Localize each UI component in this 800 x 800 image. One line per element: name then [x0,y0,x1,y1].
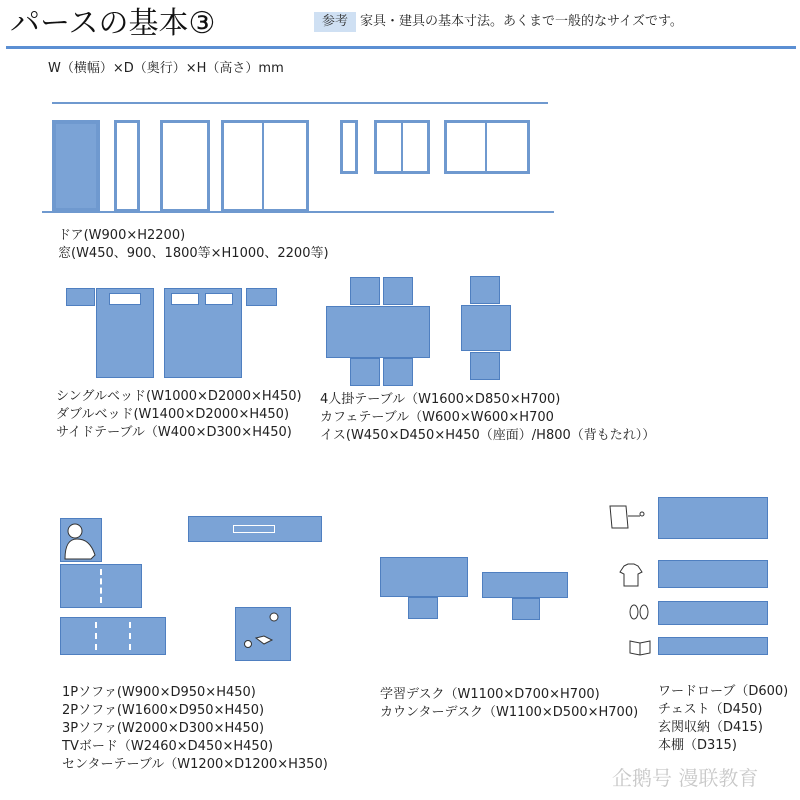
sofas-caption-4: TVボード（W2460×D450×H450) [62,739,274,754]
chest [658,560,768,588]
shoes-icon [626,602,652,622]
seat-divider [129,622,131,650]
units-note: W（横幅）×D（奥行）×H（高さ）mm [48,61,284,76]
chair [470,352,500,380]
window-small [340,120,358,174]
pillow [171,293,199,305]
chair [383,358,413,386]
door-narrow [114,120,140,212]
sofas-caption-5: センターテーブル（W1200×D1200×H350) [62,757,328,772]
pillow [109,293,141,305]
one-seat-sofa [60,518,102,562]
two-seat-sofa [60,564,142,608]
door-sliding-double [221,120,309,212]
watermark: 企鹅号 漫联教育 [612,766,759,790]
cafe-table [461,305,511,351]
tables-caption-1: 4人掛テーブル（W1600×D850×H700) [320,392,561,407]
door-single-glass [160,120,210,212]
header-note: 家具・建具の基本寸法。あくまで一般的なサイズです。 [360,14,683,29]
reference-badge: 参考 [314,12,356,32]
shirt-icon [618,562,644,588]
storage-caption-3: 玄関収納（D415) [658,720,763,735]
tables-caption-3: イス(W450×D450×H450（座面）/H800（背もたれ）） [320,428,656,443]
window-large [444,120,530,174]
bookshelf [658,637,768,655]
page-title: パースの基本③ [10,6,216,41]
door-divider [262,123,264,209]
study-desk [380,557,468,597]
seat-divider [100,569,102,603]
person-icon [61,519,101,561]
pillow [205,293,233,305]
desks-caption-1: 学習デスク（W1100×D700×H700) [380,687,600,702]
beds-caption-2: ダブルベッド(W1400×D2000×H450) [56,407,290,422]
beds-caption-3: サイドテーブル（W400×D300×H450) [56,425,292,440]
entrance-storage [658,601,768,625]
chair [350,358,380,386]
doors-caption-2: 窓(W450、900、1800等×H1000、2200等) [58,246,329,261]
window-medium [374,120,430,174]
chair [383,277,413,305]
chair [512,598,540,620]
title-underline [6,46,796,49]
tv-board [188,516,322,542]
wardrobe [658,497,768,539]
hanger-icon [606,500,646,534]
tables-caption-2: カフェテーブル（W600×W600×H700 [320,410,554,425]
seat-divider [95,622,97,650]
chair [350,277,380,305]
chair [470,276,500,304]
sofas-caption-2: 2Pソファ(W1600×D950×H450) [62,703,265,718]
ceiling-line [52,102,548,104]
window-divider [485,123,487,171]
side-table [66,288,95,306]
door-solid [52,120,100,212]
sofas-caption-1: 1Pソファ(W900×D950×H450) [62,685,256,700]
sofas-caption-3: 3Pソファ(W2000×D300×H450) [62,721,265,736]
tv-icon [233,525,275,533]
window-divider [401,123,403,171]
beds-caption-1: シングルベッド(W1000×D2000×H450) [56,389,302,404]
center-table [235,607,291,661]
tableware-icon [236,608,290,660]
doors-caption-1: ドア(W900×H2200) [58,228,186,243]
side-table [246,288,277,306]
chair [408,597,438,619]
storage-caption-2: チェスト（D450) [658,702,763,717]
storage-caption-1: ワードローブ（D600) [658,684,789,699]
book-icon [628,637,654,657]
storage-caption-4: 本棚（D315) [658,738,737,753]
four-person-table [326,306,430,358]
desks-caption-2: カウンターデスク（W1100×D500×H700) [380,705,639,720]
double-bed [164,288,242,378]
counter-desk [482,572,568,598]
single-bed [96,288,154,378]
three-seat-sofa [60,617,166,655]
